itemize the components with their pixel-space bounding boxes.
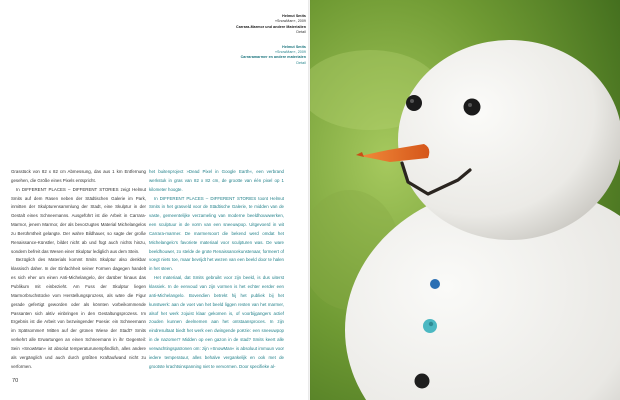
page-gutter [308,0,311,400]
blue-button [430,279,440,289]
text-column-german [11,168,146,371]
page-number: 70 [12,378,19,384]
paragraph: Bezüglich des Materials kommt Smits Skulptur also denkbar klassisch daher. In der Einfachheit seiner Formen dagegen handelt es sich eher um einen Anti-Michelangelo, der darüber hinaus das Publikum mit einbezieht. Am Fuss der Skulptur liegen Marmorbruchstücke vom Herstellungsprozess, als wäre die Figur gerade gefertigt geworden oder als könnten vorbeikommende Passanten sich aktiv einbringen in den Gestaltungsprozess. Im Ergebnis ist die Arbeit von bezwingender Poesie: ein Schneemann im Spätsommer! Mitten auf der grünen Wiese der Stadt? Smits verkehrt alle Erwartungen an einen Schneemann in ihr Gegenteil: Sein »SnowMan« ist absolut temperaturunempfindlich, alles andere als vergänglich und auch durch größten Kraftaufwand nicht zu verformen. [11,257,146,369]
left-eye-button [406,95,422,111]
caption-title: »SnowMan«, 2009 [274,50,306,55]
snowman-head [398,40,620,240]
caption-material: Carrara-Marmor und andere Materialien [236,24,306,29]
caption-material: Carraramarmer en andere materialen [240,55,306,60]
paragraph: In DIFFERENT PLACES – DIFFERENT STORIES toont Helmut Smits in het grasveld voor de Städtische Galerie, te midden van de vaste, gemeentelijke verzameling van moderne beeldhouwwerken, een sculptuur in de vorm van een sneeuwpop. Uitgevoerd in wit Carrara-marmer. De marmersoort die bekend werd omdat het Michelangelo's favoriete materiaal voor sculpturen was. De ware beeldhouwer, zo stelde de grote Renaissancekunstenaar, formeert of voegt niets toe, maar bevrijdt het wezen van een beeld door te halen in het steen. [149,195,284,272]
dark-button [415,374,430,389]
caption-title: »SnowMan«, 2009 [274,19,306,24]
caption-german [186,14,306,36]
caption-artist: Helmut Smits [282,14,306,18]
caption-detail: Detail [296,30,306,35]
right-page-photo [310,0,620,400]
caption-artist: Helmut Smits [282,44,306,49]
eye-shine [410,99,414,103]
paragraph: In DIFFERENT PLACES – DIFFERENT STORIES zeigt Helmut Smits auf dem Rasen neben der Städtischen Galerie im Park, inmitten der Skulpturensammlung der Stadt, eine Skulptur in der Gestalt eines Schneemanns. Ausgeführt ist die Arbeit in Carrara-Marmor, jenem Marmor, der als bevorzugtes Material Michelangelos zu Berühmtheit gelangte. Der wahre Bildhauer, so sagte der große Renaissance-Künstler, bildet nicht ab und fügt auch nichts hinzu, sondern befreit das Wesen einer Skulptur lediglich aus dem Stein. [11,186,146,254]
caption-dutch [186,45,306,67]
text-column-dutch [149,168,284,371]
snowman-photo [310,0,620,400]
cyan-button [423,319,437,333]
paragraph: Het materiaal, dat Smits gebruikt voor zijn beeld, is dus uiterst klassiek. In de eenvoud van zijn vormen is het echter eerder een anti-Michelangelo. Bovendien betrekt hij het publiek bij het kunstwerk: aan de voet van het beeld liggen resten van het marmer, alsof het werk zojuist klaar gekomen is, of voorbijgangers actief zouden kunnen deelnemen aan het ontstaansproces. In zijn eindresultaat biedt het werk een dwingende poëzie: een sneeuwpop in de nazomer? Midden op een gazon in de stad? Smits keert alle verwachtingspatronen om: zijn »SnowMan« is absoluut immuun voor iedere temperatuur, alles behalve vergankelijk en ook met de grootste krachtsinspanning niet te vervormen. Door specifieke al- [149,275,284,369]
paragraph: Grasstück von 82 x 82 cm Abmessung, das aus 1 km Entfernung gesehen, die Größe eines Pixels entspricht. [11,169,146,183]
paragraph: het buitenproject »Dead Pixel in Google Earth«, een verbrand werkstuk in gras van 82 x 82 cm, de grootte van één pixel op 1 kilometer hoogte. [149,169,284,192]
right-eye-button [464,99,481,116]
button-hole [429,322,433,326]
caption-detail: Detail [296,60,306,65]
image-captions [186,14,306,75]
eye-shine [468,103,472,107]
